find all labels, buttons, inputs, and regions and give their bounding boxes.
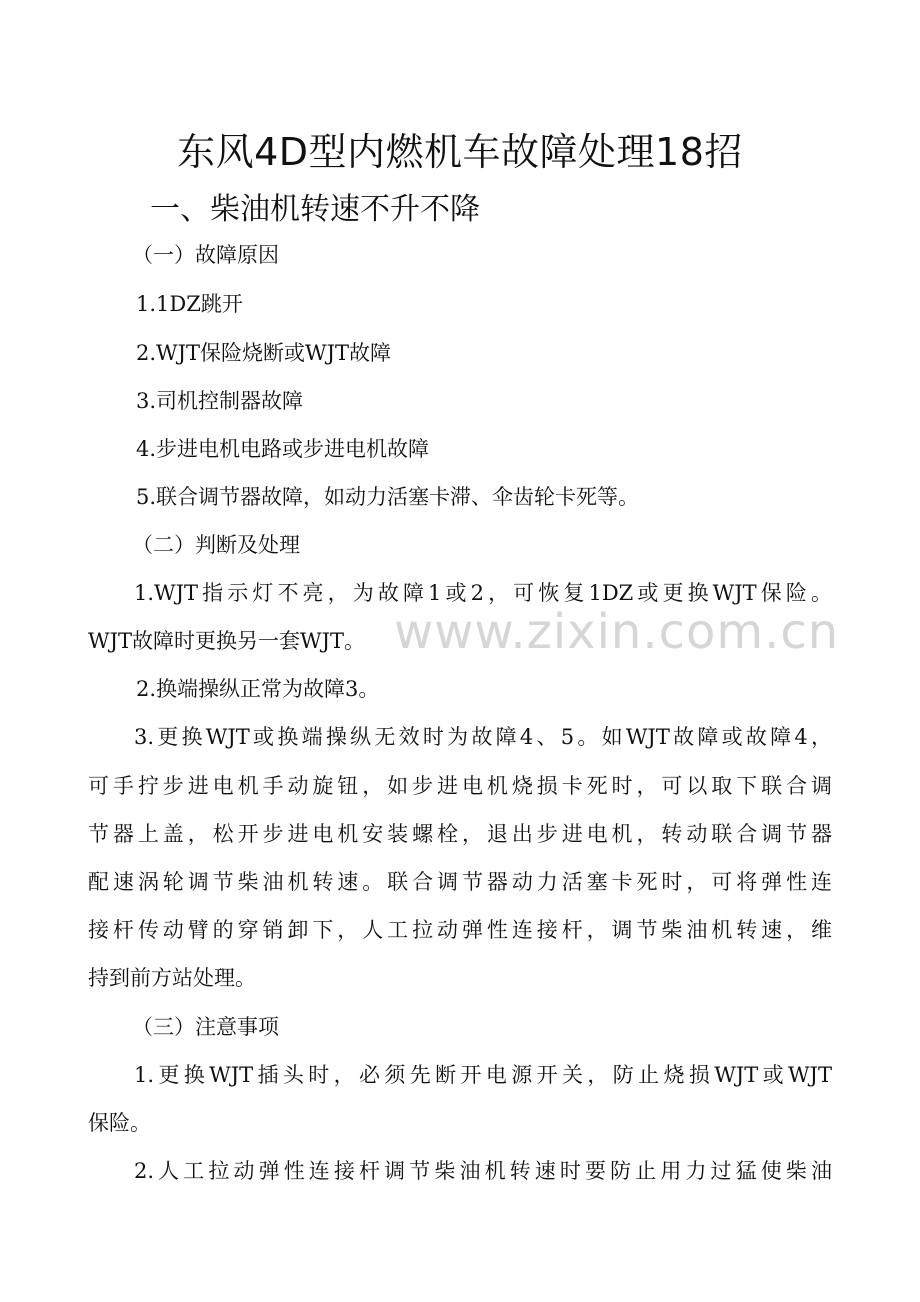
handling-paragraph-line: WJT故障时更换另一套WJT。: [88, 629, 366, 653]
handling-paragraph-line: 2.换端操纵正常为故障3。: [136, 677, 380, 701]
subsection-heading-notes: （三）注意事项: [132, 1015, 279, 1039]
handling-paragraph-line: 配速涡轮调节柴油机转速。联合调节器动力活塞卡死时，可将弹性连: [88, 870, 832, 894]
section-heading: 一、柴油机转速不升不降: [150, 192, 480, 227]
handling-paragraph-line: 3.更换WJT或换端操纵无效时为故障4、5。如WJT故障或故障4，: [134, 725, 832, 749]
cause-item: 5.联合调节器故障，如动力活塞卡滞、伞齿轮卡死等。: [136, 485, 640, 509]
notes-paragraph-line: 2.人工拉动弹性连接杆调节柴油机转速时要防止用力过猛使柴油: [134, 1159, 832, 1183]
handling-paragraph-line: 持到前方站处理。: [88, 966, 256, 990]
cause-item: 4.步进电机电路或步进电机故障: [136, 437, 430, 461]
notes-paragraph-line: 1.更换WJT插头时，必须先断开电源开关，防止烧损WJT或WJT: [134, 1063, 832, 1087]
cause-item: 3.司机控制器故障: [136, 389, 304, 413]
handling-paragraph-line: 可手拧步进电机手动旋钮，如步进电机烧损卡死时，可以取下联合调: [88, 774, 832, 798]
subsection-heading-handling: （二）判断及处理: [132, 533, 300, 557]
handling-paragraph-line: 1.WJT指示灯不亮，为故障1或2，可恢复1DZ或更换WJT保险。: [134, 581, 832, 605]
cause-item: 2.WJT保险烧断或WJT故障: [136, 341, 392, 365]
handling-paragraph-line: 接杆传动臂的穿销卸下，人工拉动弹性连接杆，调节柴油机转速，维: [88, 918, 832, 942]
cause-item: 1.1DZ跳开: [136, 292, 243, 316]
notes-paragraph-line: 保险。: [88, 1111, 151, 1135]
handling-paragraph-line: 节器上盖，松开步进电机安装螺栓，退出步进电机，转动联合调节器: [88, 822, 832, 846]
document-title: 东风4D型内燃机车故障处理18招: [177, 130, 743, 174]
watermark: www.zixin.com.cn: [394, 604, 840, 660]
subsection-heading-causes: （一）故障原因: [132, 243, 279, 267]
